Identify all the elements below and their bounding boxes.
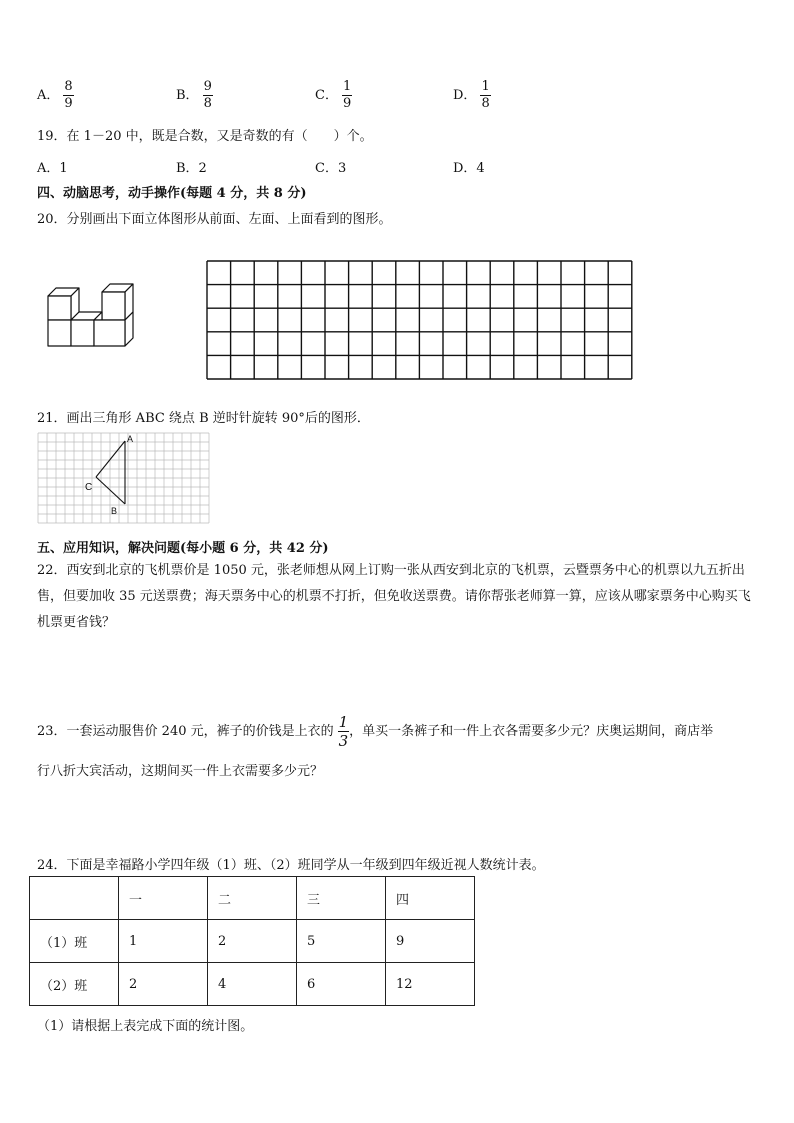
triangle-edge-ca	[96, 441, 125, 477]
table-cell: 5	[297, 920, 386, 963]
frac-num: 9	[203, 79, 212, 94]
q19-choice-d: D．4	[453, 161, 485, 176]
q18-choice-c	[315, 80, 352, 111]
table-row	[30, 920, 475, 963]
q19-choice-c: C．3	[315, 161, 347, 176]
cube-front-face	[102, 292, 125, 320]
frac-den: 8	[203, 96, 212, 111]
table-cell: 9	[386, 920, 475, 963]
table-cell: 1	[119, 920, 208, 963]
table-cell: 2	[119, 963, 208, 1006]
frac-num: 8	[64, 79, 73, 94]
frac-den: 3	[338, 732, 349, 750]
table-cell: 4	[208, 963, 297, 1006]
q23-line1	[37, 714, 713, 749]
table-header-cell: 三	[297, 877, 386, 920]
cube-front-face	[71, 320, 94, 346]
q22-text: 22．西安到北京的飞机票价是 1050 元，张老师想从网上订购一张从西安到北京的飞机票，云暨票务中心的机票以九五折出售，但要加收 35 元送票费；海天票务中心的机票不打折，但免收送票费。请你帮张老师算一算，应该从哪家票务中心购买飞机票更省钱？	[37, 563, 751, 630]
q19-choice-a: A．1	[37, 161, 68, 176]
fraction	[203, 80, 213, 111]
table-header-cell: 二	[208, 877, 297, 920]
table-cell: 12	[386, 963, 475, 1006]
label-a: A	[127, 434, 134, 444]
label-b: B	[111, 506, 118, 516]
q20-text: 20．分别画出下面立体图形从前面、左面、上面看到的图形。	[37, 212, 392, 227]
fraction	[480, 80, 490, 111]
table-header-cell: 一	[119, 877, 208, 920]
q23-part2: ，单买一条裤子和一件上衣各需要多少元？庆奥运期间，商店举	[349, 724, 714, 739]
frac-den: 8	[481, 96, 490, 111]
rotation-grid[interactable]	[37, 432, 219, 530]
triangle-edge-cb	[96, 477, 125, 504]
q19-choice-b: B．2	[176, 161, 207, 176]
table-cell: 6	[297, 963, 386, 1006]
triangle-abc	[96, 441, 125, 504]
q23-line2: 行八折大宾活动，这期间买一件上衣需要多少元？	[37, 764, 324, 779]
drawing-grid[interactable]	[205, 259, 635, 383]
q19-text: 19．在 1－20 中，既是合数，又是奇数的有（ ）个。	[37, 129, 373, 144]
fraction	[63, 80, 73, 111]
cube-front-face	[48, 296, 71, 320]
choice-label: D．	[453, 88, 477, 103]
frac-num: 1	[342, 79, 352, 94]
myopia-stats-table	[29, 876, 475, 1006]
q23-part1: 23．一套运动服售价 240 元，裤子的价钱是上衣的	[37, 724, 334, 739]
cube-front-face	[94, 320, 125, 346]
table-header-cell	[30, 877, 119, 920]
q18-choice-d	[453, 80, 491, 111]
choice-label: C．	[315, 88, 338, 103]
q18-choice-b	[176, 80, 213, 111]
label-c: C	[85, 482, 93, 493]
table-header-cell: 四	[386, 877, 475, 920]
frac-den: 9	[64, 96, 73, 111]
choice-label: B．	[176, 88, 199, 103]
fraction	[342, 80, 352, 111]
section-heading-5: 五、应用知识，解决问题(每小题 6 分，共 42 分)	[37, 541, 329, 556]
table-cell: （1）班	[30, 920, 119, 963]
q24-sub1-text: （1）请根据上表完成下面的统计图。	[37, 1019, 254, 1034]
frac-num: 1	[481, 79, 490, 94]
section-heading-4: 四、动脑思考，动手操作(每题 4 分，共 8 分)	[37, 186, 307, 201]
table-cell: 2	[208, 920, 297, 963]
table-header-row	[30, 877, 475, 920]
choice-label: A．	[37, 88, 60, 103]
cube-front-face	[48, 320, 71, 346]
cube-solid-figure	[40, 282, 136, 350]
q24-text: 24．下面是幸福路小学四年级（1）班、（2）班同学从一年级到四年级近视人数统计表。	[37, 858, 545, 873]
table-cell: （2）班	[30, 963, 119, 1006]
frac-num: 1	[338, 713, 349, 731]
q18-choice-a	[37, 80, 74, 111]
q23-fraction	[338, 714, 350, 749]
table-row	[30, 963, 475, 1006]
frac-den: 9	[342, 96, 352, 111]
q21-text: 21．画出三角形 ABC 绕点 B 逆时针旋转 90°后的图形．	[37, 411, 370, 426]
